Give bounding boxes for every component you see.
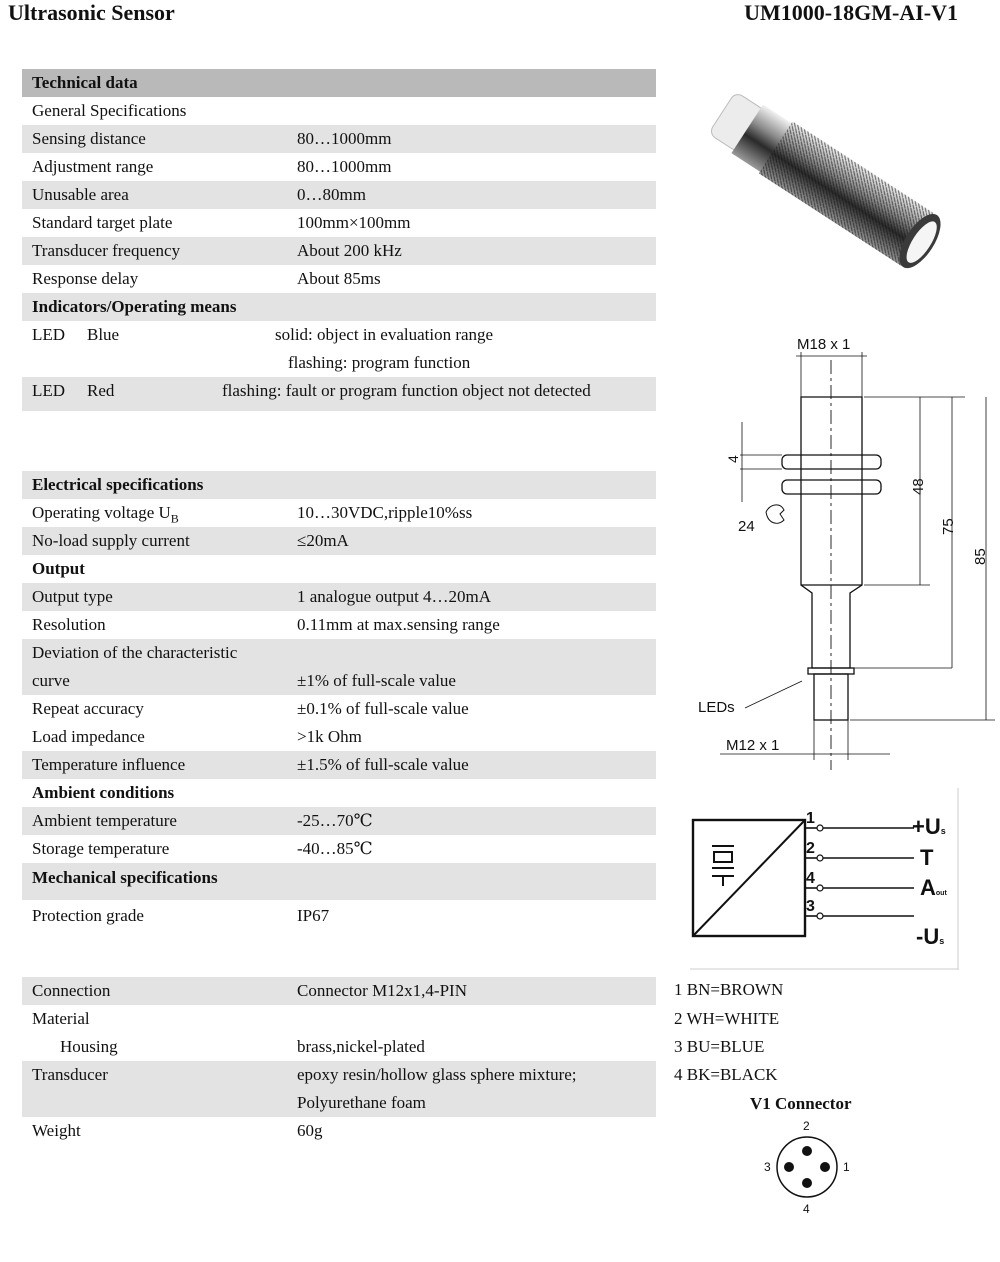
row-transducer-line2: Polyurethane foam [22,1089,656,1117]
row-deviation-line2: curve ±1% of full-scale value [22,667,656,695]
model-number: UM1000-18GM-AI-V1 [744,0,958,25]
wire-color-3: 3 BU=BLUE [674,1037,765,1056]
wrench-size-label: 24 [738,518,755,535]
electrical-specifications-table [22,471,656,930]
connector-label-1: 1 [843,1160,850,1174]
connector-label-3: 3 [764,1160,771,1174]
row-deviation-line1: Deviation of the characteristic [22,639,656,667]
row-transducer: Transducer epoxy resin/hollow glass sphere mixture; [22,1061,656,1089]
dimensional-drawing [690,330,995,770]
row-temperature-influence: Temperature influence ±1.5% of full-scale value [22,751,656,779]
row-load-impedance: Load impedance >1k Ohm [32,727,362,746]
row-output-type: Output type 1 analogue output 4…20mA [22,583,656,611]
row-spacer [22,405,656,411]
row-adjustment-range: Adjustment range 80…1000mm [32,157,392,176]
row-general-specifications: General Specifications [32,101,187,120]
connector-pinout [755,1115,865,1220]
section-header-output: Output [32,559,85,578]
row-housing: Housing brass,nickel-plated [60,1037,425,1056]
row-led-red: LED Red flashing: fault or program function object not detected [22,377,656,405]
section-header-mechanical: Mechanical specifications [22,863,656,900]
row-repeat-accuracy: Repeat accuracy ±0.1% of full-scale value [32,699,469,718]
dim-48-label: 48 [910,478,927,495]
section-header-ambient: Ambient conditions [32,783,175,802]
terminal-minus-u: -Us [916,924,945,949]
connector-label-4: 4 [803,1202,810,1216]
row-protection-grade: Protection grade IP67 [32,906,330,925]
row-led-blue-line2: flashing: program function [288,353,471,372]
terminal-a-out: Aout [920,875,947,900]
row-connection: Connection Connector M12x1,4-PIN [22,977,656,1005]
row-material: Material [32,1009,90,1028]
pin-number-4: 4 [806,870,815,887]
leds-label: LEDs [698,699,735,716]
section-header-electrical: Electrical specifications [22,471,656,499]
row-sensing-distance: Sensing distance 80…1000mm [22,125,656,153]
connector-pin-2 [802,1146,812,1156]
terminal-plus-u: +Us [912,814,946,839]
row-weight: Weight 60g [32,1121,323,1140]
wire-color-4: 4 BK=BLACK [674,1065,778,1084]
connector-pin-1 [820,1162,830,1172]
row-standard-target-plate: Standard target plate 100mm×100mm [32,213,411,232]
terminal-t: T [920,845,934,870]
row-storage-temperature: Storage temperature -40…85℃ [32,839,373,858]
sensor-product-photo [690,60,980,310]
connector-label-2: 2 [803,1119,810,1133]
dim-85-label: 85 [972,548,989,565]
wire-color-1: 1 BN=BROWN [674,980,784,999]
row-led-blue: LED Blue solid: object in evaluation range [32,325,494,344]
mechanical-table [22,977,656,1145]
connector-pin-3 [784,1162,794,1172]
dim-75-label: 75 [940,518,957,535]
row-operating-voltage: Operating voltage $U_B$ 10…30VDC,ripple10%ss [32,503,473,526]
row-transducer-frequency: Transducer frequency About 200 kHz [22,237,656,265]
thread-bottom-label: M12 x 1 [726,737,780,754]
connector-pin-4 [802,1178,812,1188]
wiring-diagram [690,788,960,970]
row-no-load-supply-current: No-load supply current ≤20mA [22,527,656,555]
pin-number-3: 3 [806,898,815,915]
row-ambient-temperature: Ambient temperature -25…70℃ [22,807,656,835]
row-resolution: Resolution 0.11mm at max.sensing range [32,615,500,634]
row-unusable-area: Unusable area 0…80mm [22,181,656,209]
wire-color-2: 2 WH=WHITE [674,1009,780,1028]
pin-number-1: 1 [806,810,815,827]
technical-data-table [22,69,656,411]
product-category-title: Ultrasonic Sensor [8,0,175,25]
connector-title: V1 Connector [750,1094,852,1113]
row-response-delay: Response delay About 85ms [32,269,381,288]
thread-top-label: M18 x 1 [797,336,851,353]
section-header-technical-data: Technical data [22,69,656,97]
section-header-indicators: Indicators/Operating means [22,293,656,321]
nut-height-label: 4 [725,455,741,463]
pin-number-2: 2 [806,840,815,857]
